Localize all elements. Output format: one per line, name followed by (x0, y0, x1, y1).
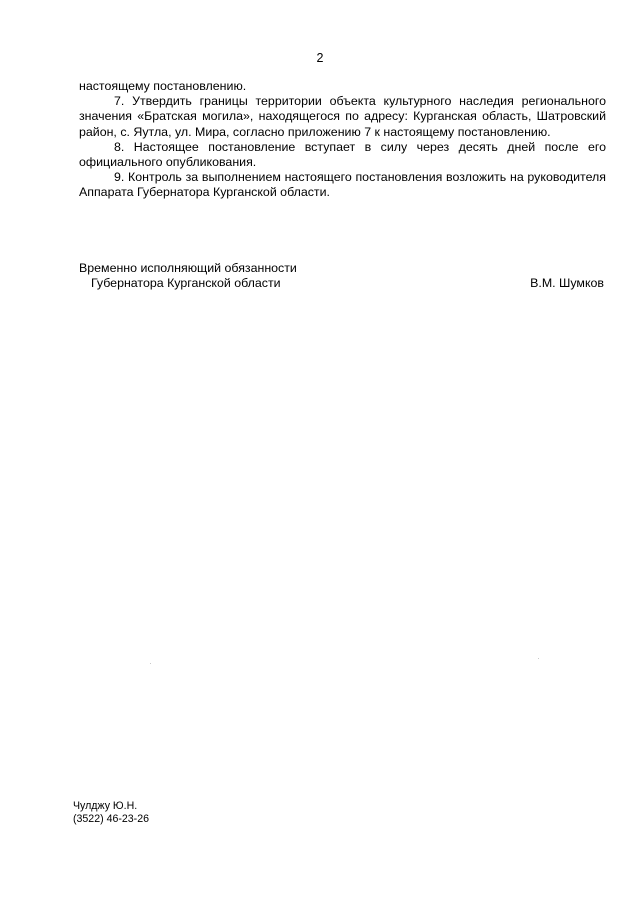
page-number: 2 (316, 51, 324, 65)
paragraph-item-8: 8. Настоящее постановление вступает в силу через десять дней после его официального опубликования. (79, 139, 606, 170)
executor-phone: (3522) 46-23-26 (73, 812, 149, 825)
paragraph-continuation: настоящему постановлению. (79, 79, 247, 93)
signatory-position-line-2: Губернатора Курганской области (91, 276, 281, 290)
scan-speck (150, 663, 151, 664)
signatory-position-line-1: Временно исполняющий обязанности (79, 261, 297, 275)
executor-name: Чулджу Ю.Н. (73, 800, 138, 812)
paragraph-item-9: 9. Контроль за выполнением настоящего постановления возложить на руководителя Аппарата Губернатора Курганской области. (79, 170, 606, 200)
document-body (79, 79, 606, 201)
paragraph-item-7: 7. Утвердить границы территории объекта культурного наследия регионального значения «Братская могила», находящегося по адресу: Курганская область, Шатровский район, с. Яутла, ул. Мира, согласно приложению 7 к настоящему постановлению. (79, 94, 606, 139)
scan-speck (538, 658, 539, 659)
signatory-name: В.М. Шумков (530, 276, 604, 290)
executor-block (73, 800, 149, 825)
